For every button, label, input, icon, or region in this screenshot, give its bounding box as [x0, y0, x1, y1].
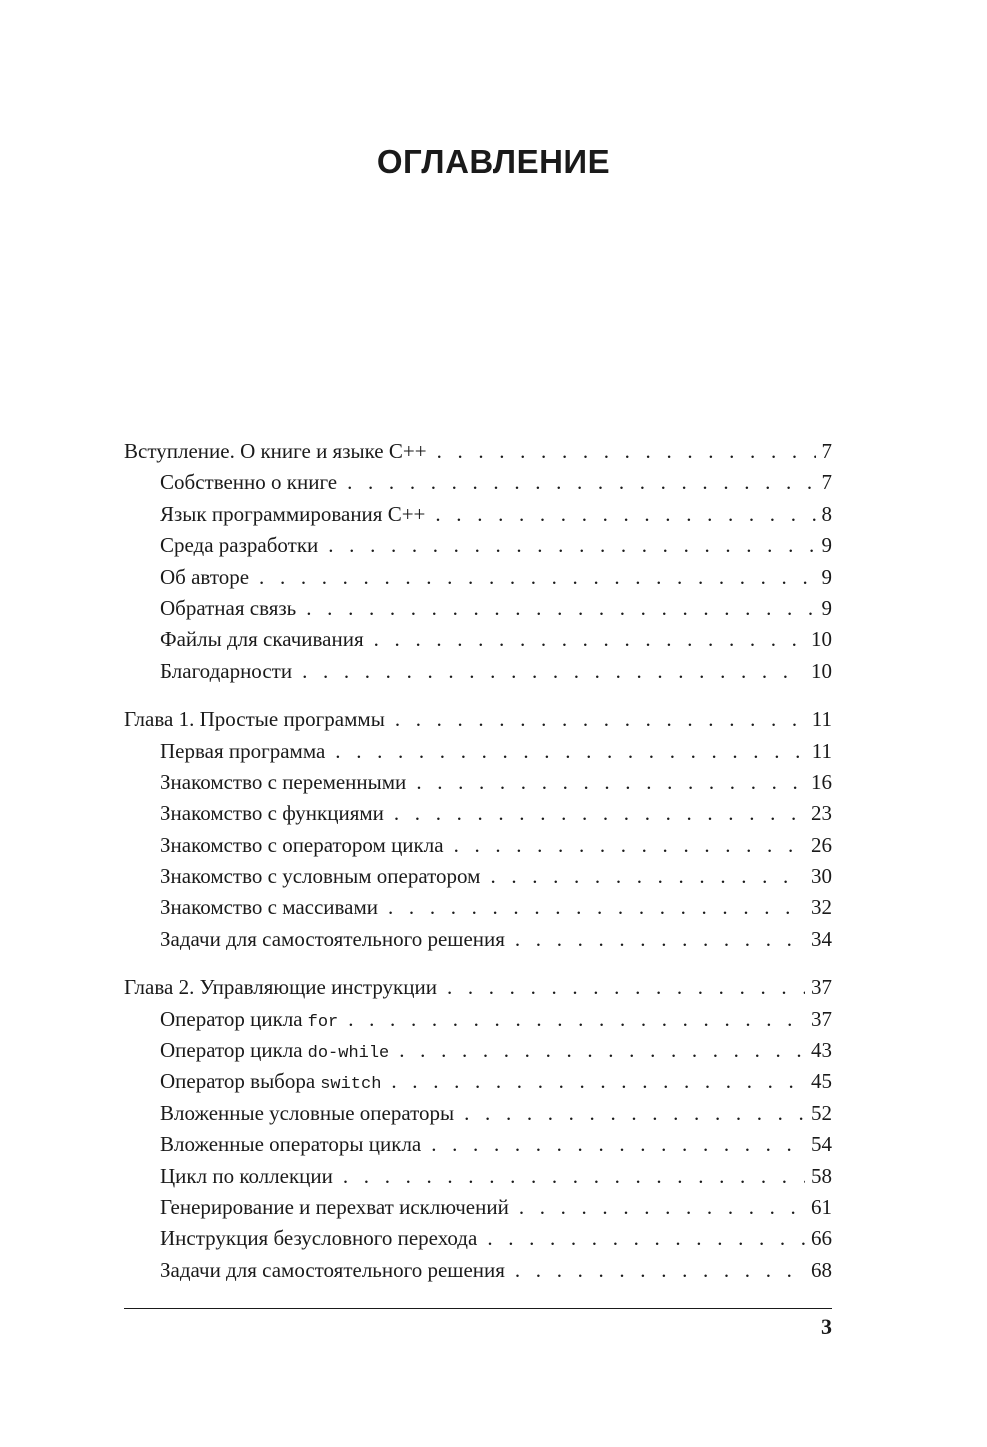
toc-entry-code: switch — [320, 1075, 382, 1095]
dot-leader — [306, 593, 815, 624]
toc-entry-page: 23 — [811, 801, 832, 826]
dot-leader — [435, 499, 815, 530]
dot-leader — [464, 1098, 805, 1129]
toc-entry-page: 54 — [811, 1132, 832, 1157]
dot-leader — [490, 861, 805, 892]
toc-entry-page: 7 — [821, 470, 832, 495]
toc-entry-label: Оператор цикла — [160, 1038, 303, 1063]
toc-entry-page: 66 — [811, 1226, 832, 1251]
toc-entry-label: Глава 2. Управляющие инструкции — [124, 975, 437, 1000]
dot-leader — [416, 767, 805, 798]
toc-entry-label: Задачи для самостоятельного решения — [160, 926, 505, 951]
toc-subentry — [124, 1098, 832, 1129]
toc-entry-label: Обратная связь — [160, 595, 297, 620]
toc-subentry — [124, 1192, 832, 1223]
dot-leader — [399, 1035, 805, 1066]
toc-entry-page: 11 — [811, 707, 832, 732]
toc-entry-page: 8 — [821, 501, 832, 526]
toc-entry-label: Оператор выбора — [160, 1069, 316, 1094]
dot-leader — [394, 798, 805, 829]
toc-entry-code: do-while — [307, 1044, 390, 1064]
dot-leader — [515, 1255, 805, 1286]
toc-entry-page: 61 — [811, 1194, 832, 1219]
dot-leader — [388, 892, 805, 923]
toc-entry-code: for — [307, 1012, 339, 1032]
toc-section-chapter-1 — [124, 704, 832, 955]
toc-entry-page: 32 — [811, 895, 832, 920]
toc-entry-page: 11 — [811, 738, 832, 763]
dot-leader — [374, 624, 805, 655]
toc-entry-page: 7 — [821, 439, 832, 463]
toc-subentry — [124, 1035, 832, 1066]
toc-entry-label: Цикл по коллекции — [160, 1163, 333, 1188]
toc-entry-label: Оператор цикла — [160, 1006, 303, 1031]
toc-entry-label: Вступление. О книге и языке С++ — [124, 439, 427, 463]
toc-subentry — [124, 467, 832, 498]
toc-subentry — [124, 736, 832, 767]
toc-subentry — [124, 830, 832, 861]
toc-entry-label: Вложенные операторы цикла — [160, 1132, 422, 1157]
toc-entry-page: 45 — [811, 1069, 832, 1094]
toc-subentry — [124, 1004, 832, 1035]
toc-entry-label: Знакомство с массивами — [160, 895, 379, 920]
dot-leader — [454, 830, 805, 861]
toc-subentry — [124, 499, 832, 530]
toc-entry-page: 9 — [821, 595, 832, 620]
toc-entry-chapter-2 — [124, 972, 832, 1003]
toc-subentry — [124, 924, 832, 955]
dot-leader — [515, 924, 805, 955]
toc-entry-page: 10 — [811, 658, 832, 683]
dot-leader — [328, 530, 815, 561]
toc-entry-label: Генерирование и перехват исключений — [160, 1194, 509, 1219]
toc-entry-page: 30 — [811, 864, 832, 889]
toc-entry-label: Об авторе — [160, 564, 250, 589]
toc-entry-label: Язык программирования С++ — [160, 501, 426, 526]
toc-subentry — [124, 798, 832, 829]
toc-subentry — [124, 624, 832, 655]
toc-entry-page: 68 — [811, 1257, 832, 1282]
toc-entry-label: Среда разработки — [160, 533, 319, 558]
toc-section-intro — [124, 436, 832, 687]
toc-entry-label: Собственно о книге — [160, 470, 338, 495]
toc-section-chapter-2 — [124, 972, 832, 1286]
toc-entry-label: Знакомство с оператором цикла — [160, 832, 444, 857]
dot-leader — [302, 656, 805, 687]
table-of-contents — [124, 436, 832, 1303]
dot-leader — [395, 704, 806, 735]
toc-entry-page: 52 — [811, 1100, 832, 1125]
toc-entry-page: 58 — [811, 1163, 832, 1188]
toc-entry-page: 26 — [811, 832, 832, 857]
dot-leader — [447, 972, 805, 1003]
footer-rule — [124, 1308, 832, 1309]
dot-leader — [335, 736, 805, 767]
dot-leader — [348, 1004, 805, 1035]
toc-subentry — [124, 656, 832, 687]
toc-subentry — [124, 1223, 832, 1254]
dot-leader — [347, 467, 815, 498]
toc-entry-label: Знакомство с условным оператором — [160, 864, 481, 889]
toc-entry-label: Первая программа — [160, 738, 326, 763]
dot-leader — [343, 1161, 805, 1192]
toc-subentry — [124, 1255, 832, 1286]
page-title: ОГЛАВЛЕНИЕ — [376, 143, 611, 180]
toc-subentry — [124, 1066, 832, 1097]
toc-entry-page: 43 — [811, 1038, 832, 1063]
toc-subentry — [124, 861, 832, 892]
toc-entry-label: Глава 1. Простые программы — [124, 707, 385, 732]
toc-entry-page: 34 — [811, 926, 832, 951]
toc-entry-label: Инструкция безусловного перехода — [160, 1226, 478, 1251]
toc-entry-label: Благодарности — [160, 658, 293, 683]
toc-entry-label: Знакомство с функциями — [160, 801, 384, 826]
dot-leader — [259, 562, 815, 593]
toc-entry-page: 9 — [821, 533, 832, 558]
toc-subentry — [124, 767, 832, 798]
toc-entry-intro — [124, 436, 832, 467]
toc-subentry — [124, 593, 832, 624]
dot-leader — [431, 1129, 805, 1160]
toc-entry-page: 37 — [811, 975, 832, 1000]
dot-leader — [519, 1192, 805, 1223]
dot-leader — [391, 1066, 805, 1097]
toc-entry-page: 37 — [811, 1006, 832, 1031]
toc-entry-label: Вложенные условные операторы — [160, 1100, 455, 1125]
toc-subentry — [124, 892, 832, 923]
toc-subentry — [124, 530, 832, 561]
toc-entry-chapter-1 — [124, 704, 832, 735]
page-number: 3 — [821, 1314, 832, 1339]
toc-entry-page: 9 — [821, 564, 832, 589]
dot-leader — [487, 1223, 805, 1254]
toc-entry-page: 16 — [811, 769, 832, 794]
toc-entry-label: Задачи для самостоятельного решения — [160, 1257, 505, 1282]
toc-entry-label: Файлы для скачивания — [160, 627, 364, 652]
toc-entry-page: 10 — [811, 627, 832, 652]
dot-leader — [437, 436, 816, 467]
toc-subentry — [124, 562, 832, 593]
toc-subentry — [124, 1129, 832, 1160]
toc-subentry — [124, 1161, 832, 1192]
toc-entry-label: Знакомство с переменными — [160, 769, 407, 794]
